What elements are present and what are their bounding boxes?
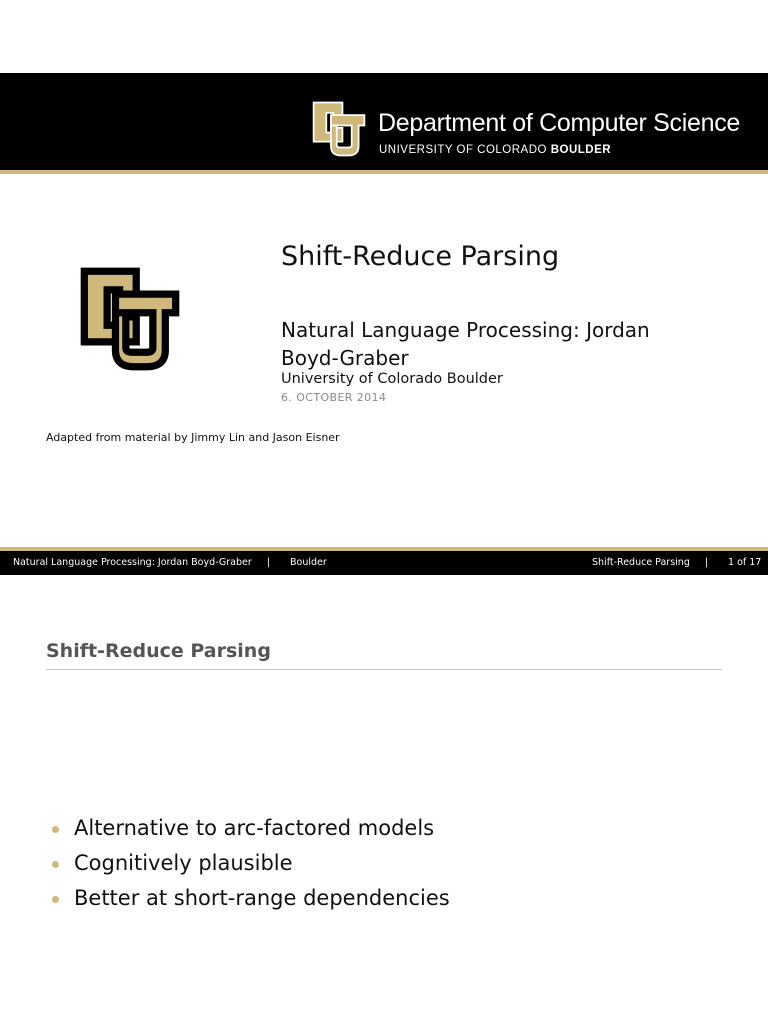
institute: University of Colorado Boulder bbox=[281, 371, 503, 387]
list-item bbox=[46, 816, 450, 851]
page-number: 1 of 17 bbox=[728, 557, 762, 568]
cu-logo-icon bbox=[75, 265, 185, 373]
frame-title: Shift-Reduce Parsing bbox=[46, 640, 271, 662]
frame-title-rule bbox=[46, 669, 722, 670]
footer-separator: | bbox=[267, 557, 271, 568]
department-title: Department of Computer Science bbox=[378, 109, 741, 137]
university-prefix: UNIVERSITY OF COLORADO bbox=[379, 144, 551, 156]
footer-bar bbox=[0, 551, 768, 575]
bullet-list bbox=[46, 816, 450, 921]
bullet-text: Cognitively plausible bbox=[74, 851, 293, 875]
footer-location: Boulder bbox=[290, 557, 327, 568]
header-banner bbox=[0, 73, 768, 170]
cu-logo-icon bbox=[310, 99, 368, 159]
credit-line: Adapted from material by Jimmy Lin and Jason Eisner bbox=[46, 431, 340, 444]
author: Natural Language Processing: Jordan Boyd-Graber bbox=[281, 318, 650, 370]
university-bold: BOULDER bbox=[550, 144, 612, 156]
footer-separator: | bbox=[705, 557, 709, 568]
date: 6. OCTOBER 2014 bbox=[281, 391, 387, 404]
bullet-text: Alternative to arc-factored models bbox=[74, 816, 435, 840]
header-gold-rule bbox=[0, 170, 768, 174]
content-slide bbox=[0, 592, 768, 1024]
bullet-icon bbox=[52, 826, 59, 833]
presentation-title: Shift-Reduce Parsing bbox=[281, 241, 560, 272]
list-item bbox=[46, 851, 450, 886]
bullet-text: Better at short-range dependencies bbox=[74, 886, 450, 910]
bullet-icon bbox=[52, 896, 59, 903]
list-item bbox=[46, 886, 450, 921]
university-line bbox=[379, 144, 611, 156]
footer-title: Shift-Reduce Parsing bbox=[592, 557, 690, 568]
bullet-icon bbox=[52, 861, 59, 868]
title-slide bbox=[0, 73, 768, 575]
footer-author: Natural Language Processing: Jordan Boyd-Graber bbox=[13, 557, 252, 568]
